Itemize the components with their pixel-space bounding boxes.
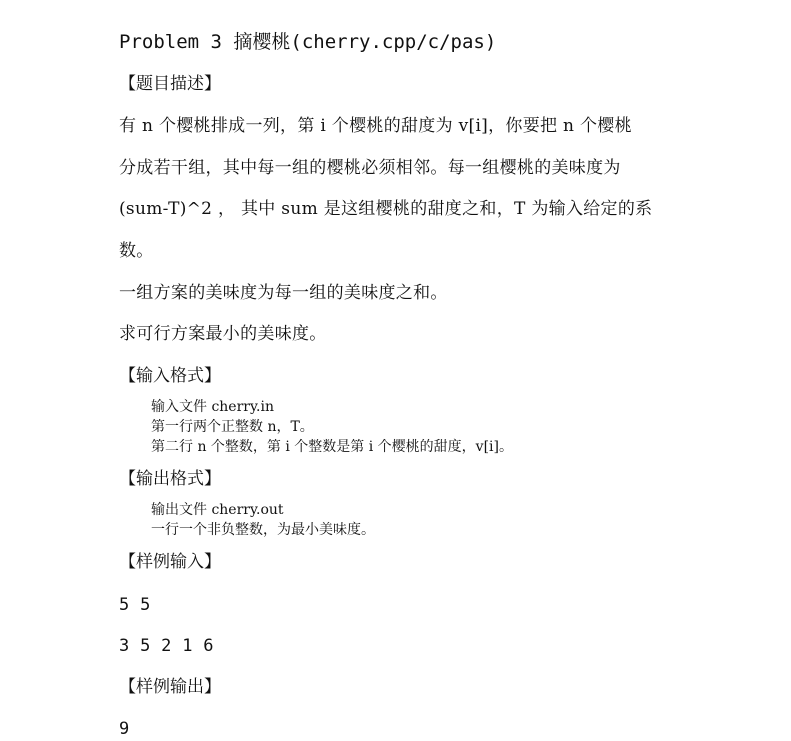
output-format-line: 一行一个非负整数，为最小美味度。: [151, 522, 375, 538]
sample-output-line: 9: [119, 719, 130, 739]
sample-input-line: 3 5 2 1 6: [119, 636, 214, 656]
description-line: 求可行方案最小的美味度。: [119, 324, 327, 344]
sample-output-heading: 【样例输出】: [119, 677, 221, 697]
input-format-line: 第一行两个正整数 n，T。: [151, 419, 314, 435]
description-heading: 【题目描述】: [119, 74, 221, 94]
description-line: 一组方案的美味度为每一组的美味度之和。: [119, 283, 448, 303]
problem-title: Problem 3 摘樱桃(cherry.cpp/c/pas): [119, 31, 497, 53]
description-line: 有 n 个樱桃排成一列，第 i 个樱桃的甜度为 v[i]，你要把 n 个樱桃: [119, 116, 632, 136]
output-format-line: 输出文件 cherry.out: [151, 502, 284, 518]
sample-input-line: 5 5: [119, 595, 151, 615]
output-format-heading: 【输出格式】: [119, 469, 221, 489]
sample-input-heading: 【样例输入】: [119, 552, 221, 572]
description-line: (sum-T)^2 ， 其中 sum 是这组樱桃的甜度之和，T 为输入给定的系: [119, 199, 653, 219]
input-format-line: 输入文件 cherry.in: [151, 399, 274, 415]
description-line: 分成若干组，其中每一组的樱桃必须相邻。每一组樱桃的美味度为: [119, 158, 621, 178]
description-line: 数。: [119, 241, 154, 261]
input-format-heading: 【输入格式】: [119, 366, 221, 386]
input-format-line: 第二行 n 个整数，第 i 个整数是第 i 个樱桃的甜度，v[i]。: [151, 439, 513, 455]
